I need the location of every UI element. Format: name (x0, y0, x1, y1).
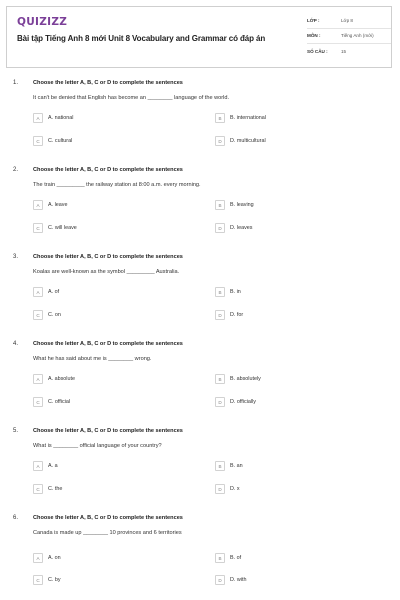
option-text: C. on (48, 312, 61, 318)
question-6 (0, 515, 400, 600)
option-letter-box: D (215, 484, 225, 494)
option-text: A. absolute (48, 376, 75, 382)
question-instruction: Choose the letter A, B, C or D to complete the sentences (33, 80, 183, 86)
option-d[interactable] (215, 135, 266, 147)
option-c[interactable] (33, 396, 70, 408)
option-text: D. leaves (230, 225, 253, 231)
option-letter-box: D (215, 310, 225, 320)
option-a[interactable] (33, 199, 67, 211)
question-number: 5. (13, 428, 19, 434)
option-b[interactable] (215, 373, 261, 385)
question-instruction: Choose the letter A, B, C or D to complete the sentences (33, 428, 183, 434)
option-text: C. official (48, 399, 71, 405)
option-letter-box: B (215, 287, 225, 297)
option-text: C. the (48, 486, 63, 492)
question-number: 1. (13, 80, 19, 86)
option-text: A. of (48, 289, 60, 295)
option-text: C. by (48, 577, 61, 583)
question-sentence: It can't be denied that English has become an ________ language of the world. (33, 95, 230, 101)
option-c[interactable] (33, 135, 72, 147)
question-sentence: Koalas are well-known as the symbol _________ Australia. (33, 269, 180, 275)
option-a[interactable] (33, 373, 75, 385)
option-d[interactable] (215, 396, 256, 408)
option-d[interactable] (215, 309, 243, 321)
option-a[interactable] (33, 460, 58, 472)
question-instruction: Choose the letter A, B, C or D to complete the sentences (33, 167, 183, 173)
option-letter-box: C (33, 397, 43, 407)
option-letter-box: A (33, 553, 43, 563)
question-instruction: Choose the letter A, B, C or D to complete the sentences (33, 515, 183, 521)
question-instruction: Choose the letter A, B, C or D to complete the sentences (33, 254, 183, 260)
question-sentence: The train _________ the railway station at 8:00 a.m. every morning. (33, 182, 201, 188)
question-5 (0, 428, 400, 514)
question-1 (0, 80, 400, 166)
option-letter-box: C (33, 310, 43, 320)
option-text: B. in (230, 289, 241, 295)
meta-row-grade (307, 13, 391, 29)
meta-value-subject: Tiếng Anh (mới) (341, 33, 374, 39)
option-text: D. for (230, 312, 244, 318)
worksheet-meta (307, 13, 391, 60)
option-text: A. a (48, 463, 58, 469)
option-c[interactable] (33, 309, 61, 321)
meta-label-subject: MÔN : (307, 33, 321, 39)
question-2 (0, 167, 400, 253)
option-text: B. an (230, 463, 243, 469)
option-c[interactable] (33, 574, 61, 586)
option-d[interactable] (215, 483, 240, 495)
option-letter-box: A (33, 200, 43, 210)
option-letter-box: A (33, 113, 43, 123)
option-letter-box: B (215, 461, 225, 471)
option-letter-box: A (33, 461, 43, 471)
meta-label-grade: LỚP : (307, 17, 320, 23)
option-text: C. cultural (48, 138, 73, 144)
worksheet-header (6, 6, 392, 68)
option-a[interactable] (33, 112, 73, 124)
option-text: B. international (230, 115, 266, 121)
meta-label-question-count: SỐ CÂU : (307, 49, 328, 55)
option-letter-box: D (215, 136, 225, 146)
option-a[interactable] (33, 552, 61, 564)
question-number: 4. (13, 341, 19, 347)
question-number: 2. (13, 167, 19, 173)
question-number: 3. (13, 254, 19, 260)
option-letter-box: D (215, 223, 225, 233)
option-text: B. leaving (230, 202, 254, 208)
option-letter-box: C (33, 484, 43, 494)
option-b[interactable] (215, 286, 241, 298)
option-text: C. will leave (48, 225, 77, 231)
question-sentence: What is ________ official language of your country? (33, 443, 162, 449)
question-sentence: Canada is made up ________ 10 provinces and 6 territories (33, 530, 182, 536)
question-number: 6. (13, 515, 19, 521)
option-letter-box: B (215, 553, 225, 563)
option-text: A. national (48, 115, 74, 121)
option-text: B. of (230, 555, 242, 561)
option-letter-box: C (33, 575, 43, 585)
option-b[interactable] (215, 112, 266, 124)
question-4 (0, 341, 400, 427)
meta-row-question-count (307, 44, 391, 60)
option-c[interactable] (33, 483, 62, 495)
option-b[interactable] (215, 199, 254, 211)
option-letter-box: C (33, 223, 43, 233)
option-text: D. officially (230, 399, 256, 405)
question-3 (0, 254, 400, 340)
option-text: A. on (48, 555, 61, 561)
option-letter-box: B (215, 200, 225, 210)
option-letter-box: B (215, 374, 225, 384)
meta-row-subject (307, 29, 391, 45)
quizizz-logo[interactable]: QUIZIZZ (17, 16, 68, 28)
option-letter-box: A (33, 374, 43, 384)
option-letter-box: B (215, 113, 225, 123)
question-instruction: Choose the letter A, B, C or D to complete the sentences (33, 341, 183, 347)
option-c[interactable] (33, 222, 77, 234)
meta-value-grade: Lớp 8 (341, 17, 353, 23)
option-text: A. leave (48, 202, 68, 208)
meta-value-question-count: 15 (341, 49, 347, 55)
option-a[interactable] (33, 286, 59, 298)
option-letter-box: C (33, 136, 43, 146)
option-b[interactable] (215, 460, 243, 472)
option-letter-box: A (33, 287, 43, 297)
option-text: B. absolutely (230, 376, 261, 382)
option-letter-box: D (215, 397, 225, 407)
option-letter-box: D (215, 575, 225, 585)
option-d[interactable] (215, 574, 246, 586)
option-b[interactable] (215, 552, 241, 564)
option-text: D. multicultural (230, 138, 266, 144)
option-text: D. x (230, 486, 240, 492)
option-text: D. with (230, 577, 247, 583)
worksheet-title: Bài tập Tiếng Anh 8 mới Unit 8 Vocabulary and Grammar có đáp án (17, 34, 266, 43)
option-d[interactable] (215, 222, 252, 234)
question-sentence: What he has said about me is ________ wrong. (33, 356, 152, 362)
